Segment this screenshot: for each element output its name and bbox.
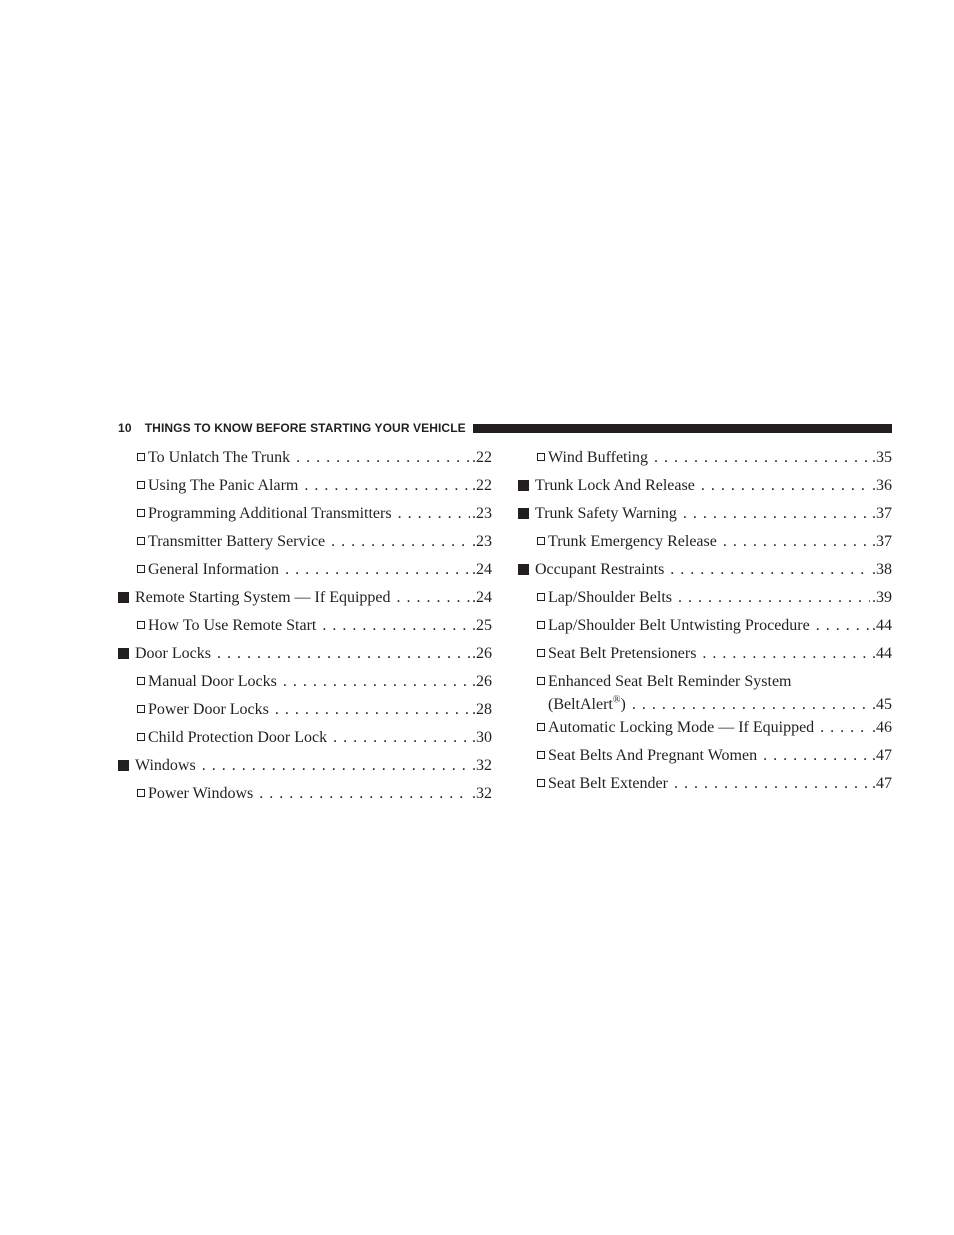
toc-entry-label: Occupant Restraints	[535, 561, 665, 578]
toc-entry-label: To Unlatch The Trunk	[148, 449, 291, 466]
hollow-square-bullet-icon	[537, 537, 545, 545]
toc-entry-label: Child Protection Door Lock	[148, 729, 328, 746]
toc-entry-label: Trunk Emergency Release	[548, 533, 717, 550]
hollow-square-bullet-icon	[537, 751, 545, 759]
toc-entry-page: . 32	[472, 752, 492, 780]
toc-entry-page: . 30	[472, 724, 492, 752]
dot-leader	[670, 556, 870, 584]
header-rule	[473, 424, 892, 433]
dot-leader	[678, 584, 870, 612]
dot-leader	[296, 444, 470, 472]
toc-entry-page: . 39	[872, 584, 892, 612]
toc-entry-label: Windows	[135, 757, 196, 774]
toc-entry-label: Seat Belts And Pregnant Women	[548, 747, 758, 764]
toc-entry-label: Manual Door Locks	[148, 673, 277, 690]
hollow-square-bullet-icon	[537, 677, 545, 685]
toc-entry-page: . 28	[472, 696, 492, 724]
toc-entry-page: . 46	[872, 714, 892, 742]
dot-leader	[820, 714, 870, 742]
section-title: THINGS TO KNOW BEFORE STARTING YOUR VEHICLE	[144, 421, 466, 435]
toc-entry-page: . 22	[472, 472, 492, 500]
hollow-square-bullet-icon	[537, 453, 545, 461]
toc-entry-page: . 37	[872, 500, 892, 528]
toc-entry[interactable]	[118, 584, 492, 612]
toc-entry[interactable]	[118, 724, 492, 752]
toc-entry-label: Seat Belt Extender	[548, 775, 668, 792]
filled-square-bullet-icon	[518, 508, 529, 519]
toc-entry-label: Trunk Lock And Release	[535, 477, 695, 494]
dot-leader	[333, 724, 470, 752]
toc-entry-label: Programming Additional Transmitters	[148, 505, 392, 522]
toc-entry-page: . 44	[872, 612, 892, 640]
toc-entry[interactable]	[518, 612, 892, 640]
dot-leader	[632, 696, 870, 714]
dot-leader	[398, 500, 470, 528]
hollow-square-bullet-icon	[537, 621, 545, 629]
toc-entry[interactable]	[518, 640, 892, 668]
toc-entry[interactable]	[518, 584, 892, 612]
toc-entry[interactable]	[518, 528, 892, 556]
dot-leader	[217, 640, 470, 668]
hollow-square-bullet-icon	[537, 649, 545, 657]
toc-column-right	[518, 444, 892, 798]
toc-entry-page: . 22	[472, 444, 492, 472]
toc-entry-label: Transmitter Battery Service	[148, 533, 326, 550]
dot-leader	[331, 528, 470, 556]
dot-leader	[701, 472, 870, 500]
toc-entry[interactable]	[118, 696, 492, 724]
hollow-square-bullet-icon	[137, 733, 145, 741]
toc-entry-label: Remote Starting System — If Equipped	[135, 589, 391, 606]
toc-entry-page: . 23	[472, 500, 492, 528]
toc-entry-page: . 24	[472, 556, 492, 584]
toc-entry[interactable]	[518, 742, 892, 770]
hollow-square-bullet-icon	[137, 621, 145, 629]
toc-entry[interactable]	[118, 752, 492, 780]
toc-entry[interactable]	[118, 668, 492, 696]
toc-entry-label: How To Use Remote Start	[148, 617, 317, 634]
toc-entry-page: . 47	[872, 742, 892, 770]
toc-entry[interactable]	[518, 472, 892, 500]
hollow-square-bullet-icon	[537, 593, 545, 601]
hollow-square-bullet-icon	[137, 565, 145, 573]
registered-mark: ®	[612, 694, 621, 706]
toc-entry[interactable]	[518, 444, 892, 472]
dot-leader	[683, 500, 870, 528]
toc-entry[interactable]	[518, 668, 892, 714]
toc-entry-label: Wind Buffeting	[548, 449, 648, 466]
toc-entry[interactable]	[518, 770, 892, 798]
toc-entry[interactable]	[118, 780, 492, 808]
hollow-square-bullet-icon	[137, 789, 145, 797]
toc-entry-label: Power Door Locks	[148, 701, 269, 718]
toc-entry-label: Lap/Shoulder Belt Untwisting Procedure	[548, 617, 810, 634]
toc-entry-label: Enhanced Seat Belt Reminder System	[548, 673, 792, 690]
dot-leader	[202, 752, 470, 780]
hollow-square-bullet-icon	[137, 481, 145, 489]
toc-entry[interactable]	[118, 500, 492, 528]
hollow-square-bullet-icon	[137, 537, 145, 545]
toc-entry[interactable]	[118, 640, 492, 668]
dot-leader	[304, 472, 470, 500]
filled-square-bullet-icon	[518, 564, 529, 575]
hollow-square-bullet-icon	[137, 705, 145, 713]
dot-leader	[275, 696, 470, 724]
toc-entry[interactable]	[118, 528, 492, 556]
toc-column-left	[118, 444, 492, 808]
toc-entry[interactable]	[118, 444, 492, 472]
filled-square-bullet-icon	[118, 592, 129, 603]
toc-entry-page: . 24	[472, 584, 492, 612]
toc-entry-page: . 32	[472, 780, 492, 808]
toc-entry-label: General Information	[148, 561, 280, 578]
filled-square-bullet-icon	[118, 648, 129, 659]
hollow-square-bullet-icon	[137, 453, 145, 461]
dot-leader	[259, 780, 470, 808]
toc-entry[interactable]	[118, 472, 492, 500]
toc-entry-page: . 36	[872, 472, 892, 500]
toc-entry-page: . 38	[872, 556, 892, 584]
toc-entry-label: Power Windows	[148, 785, 254, 802]
hollow-square-bullet-icon	[137, 509, 145, 517]
toc-entry[interactable]	[118, 556, 492, 584]
toc-entry[interactable]	[118, 612, 492, 640]
dot-leader	[285, 556, 470, 584]
running-header	[118, 419, 892, 437]
toc-entry-label: Trunk Safety Warning	[535, 505, 677, 522]
toc-entry-page: . 44	[872, 640, 892, 668]
toc-entry-page: . 26	[472, 668, 492, 696]
dot-leader	[654, 444, 870, 472]
toc-entry-page: . 23	[472, 528, 492, 556]
dot-leader	[723, 528, 870, 556]
toc-entry-page: . 25	[472, 612, 492, 640]
toc-entry-page: . 37	[872, 528, 892, 556]
toc-entry-page: . 47	[872, 770, 892, 798]
dot-leader	[816, 612, 870, 640]
toc-entry-label: Door Locks	[135, 645, 211, 662]
toc-entry-label: Automatic Locking Mode — If Equipped	[548, 719, 815, 736]
hollow-square-bullet-icon	[137, 677, 145, 685]
dot-leader	[674, 770, 870, 798]
toc-entry-label-continued: (BeltAlert®)	[548, 694, 626, 713]
toc-entry[interactable]	[518, 714, 892, 742]
toc-entry-label: Seat Belt Pretensioners	[548, 645, 697, 662]
toc-entry[interactable]	[518, 556, 892, 584]
toc-entry-page: . 45	[872, 696, 892, 714]
dot-leader	[397, 584, 470, 612]
hollow-square-bullet-icon	[537, 779, 545, 787]
toc-entry-page: . 35	[872, 444, 892, 472]
dot-leader	[283, 668, 470, 696]
toc-entry-label: Using The Panic Alarm	[148, 477, 299, 494]
toc-entry-label: Lap/Shoulder Belts	[548, 589, 672, 606]
dot-leader	[702, 640, 870, 668]
filled-square-bullet-icon	[118, 760, 129, 771]
hollow-square-bullet-icon	[537, 723, 545, 731]
filled-square-bullet-icon	[518, 480, 529, 491]
dot-leader	[322, 612, 470, 640]
page-number: 10	[118, 421, 132, 435]
toc-entry-page: . 26	[472, 640, 492, 668]
dot-leader	[763, 742, 870, 770]
toc-entry[interactable]	[518, 500, 892, 528]
